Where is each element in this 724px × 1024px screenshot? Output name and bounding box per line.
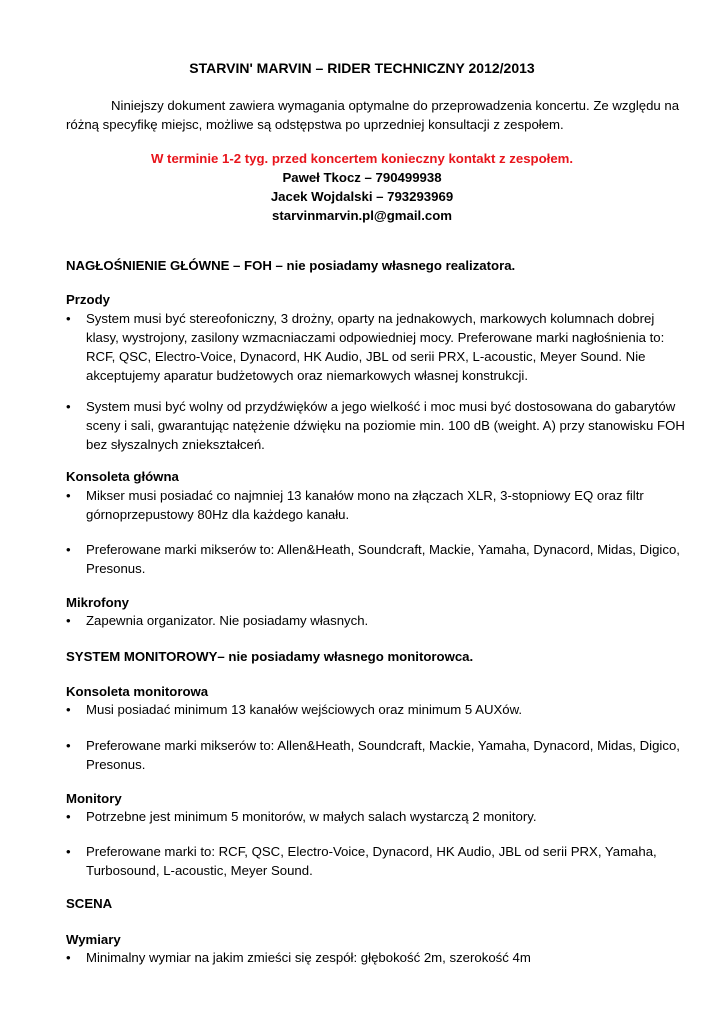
contact-alert: W terminie 1-2 tyg. przed koncertem konieczny kontakt z zespołem.	[150, 151, 574, 166]
contact-person-2: Jacek Wojdalski – 793293969	[270, 189, 454, 204]
contact-email: starvinmarvin.pl@gmail.com	[272, 208, 452, 223]
bullet-icon: •	[66, 488, 71, 503]
list-item-text: Musi posiadać minimum 13 kanałów wejściowych oraz minimum 5 AUXów.	[86, 702, 523, 717]
bullet-icon: •	[66, 399, 71, 414]
list-item-text: Preferowane marki to: RCF, QSC, Electro-Voice, Dynacord, HK Audio, JBL od serii PRX, Yamaha, Turbosound, L-acoustic, Meyer Sound.	[86, 844, 657, 878]
intro-paragraph: Niniejszy dokument zawiera wymagania optymalne do przeprowadzenia koncertu. Ze względu na różną specyfikę miejsc, możliwe są odstępstwa po uprzedniej konsultacji z zespołem.	[66, 98, 680, 132]
subsection-title-konsoleta-monitorowa: Konsoleta monitorowa	[66, 684, 209, 699]
bullet-icon: •	[66, 950, 71, 965]
document-title: STARVIN' MARVIN – RIDER TECHNICZNY 2012/2013	[189, 60, 535, 76]
list-item-text: Mikser musi posiadać co najmniej 13 kanałów mono na złączach XLR, 3-stopniowy EQ oraz filtr górnoprzepustowy 80Hz dla każdego kanału.	[86, 488, 644, 522]
list-item-text: System musi być wolny od przydźwięków a jego wielkość i moc musi być dostosowana do gabarytów sceny i sali, gwarantując natężenie dźwięku na poziomie min. 100 dB (weight. A) przy stanowisku FOH bez słyszalnych zniekształceń.	[86, 399, 685, 452]
section-title-monitor-system: SYSTEM MONITOROWY– nie posiadamy własnego monitorowca.	[66, 649, 474, 664]
list-item-text: Minimalny wymiar na jakim zmieści się zespół: głębokość 2m, szerokość 4m	[86, 950, 531, 965]
list-item-text: Potrzebne jest minimum 5 monitorów, w małych salach wystarczą 2 monitory.	[86, 809, 537, 824]
subsection-title-przody: Przody	[66, 292, 110, 307]
list-item-text: Preferowane marki mikserów to: Allen&Heath, Soundcraft, Mackie, Yamaha, Dynacord, Midas, Digico, Presonus.	[86, 542, 680, 576]
subsection-title-wymiary: Wymiary	[66, 932, 121, 947]
list-item-text: System musi być stereofoniczny, 3 drożny, oparty na jednakowych, markowych kolumnach dobrej klasy, wystrojony, zasilony wzmacniaczami odpowiedniej mocy. Preferowane marki nagłośnienia to: RCF, QSC, Electro-Voice, Dynacord, HK Audio, JBL od serii PRX, L-acoustic, Meyer Sound. Nie akceptujemy aparatur budżetowych oraz niemarkowych własnej konstrukcji.	[86, 311, 665, 383]
bullet-icon: •	[66, 738, 71, 753]
list-item-text: Zapewnia organizator. Nie posiadamy własnych.	[86, 613, 369, 628]
bullet-icon: •	[66, 809, 71, 824]
subsection-title-monitory: Monitory	[66, 791, 122, 806]
bullet-icon: •	[66, 542, 71, 557]
section-title-foh: NAGŁOŚNIENIE GŁÓWNE – FOH – nie posiadamy własnego realizatora.	[66, 258, 516, 273]
bullet-icon: •	[66, 311, 71, 326]
bullet-icon: •	[66, 613, 71, 628]
bullet-icon: •	[66, 844, 71, 859]
section-title-scena: SCENA	[66, 896, 113, 911]
subsection-title-mikrofony: Mikrofony	[66, 595, 130, 610]
subsection-title-konsoleta-glowna: Konsoleta główna	[66, 469, 179, 484]
contact-block	[0, 149, 724, 225]
bullet-icon: •	[66, 702, 71, 717]
list-item-text: Preferowane marki mikserów to: Allen&Heath, Soundcraft, Mackie, Yamaha, Dynacord, Midas, Digico, Presonus.	[86, 738, 680, 772]
contact-person-1: Paweł Tkocz – 790499938	[282, 170, 442, 185]
